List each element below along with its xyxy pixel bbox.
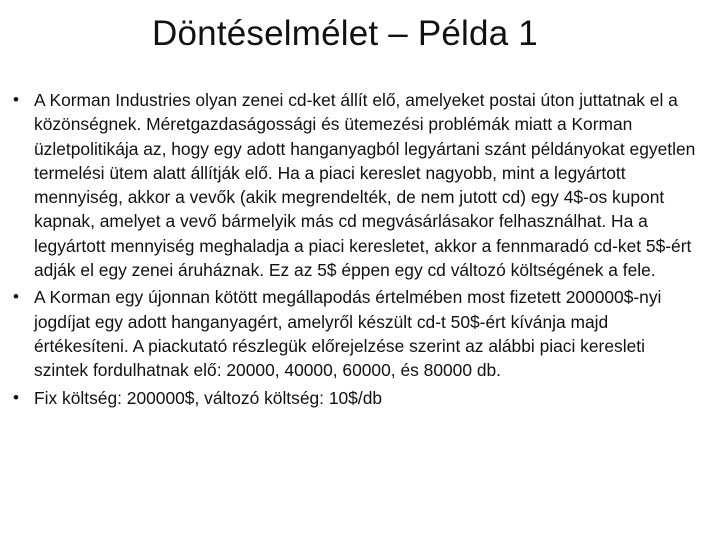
bullet-marker-icon: •: [13, 90, 19, 109]
bullet-text-1: A Korman Industries olyan zenei cd-ket állít elő, amelyeket postai úton juttatnak el a közönségnek. Méretgazdaságossági és ütemezési problémák miatt a Korman üzletpolitikája az, hogy egy adott hanganyagból legyártani szánt példányokat egyetlen termelési ütem alatt állítják elő. Ha a piaci kereslet nagyobb, mint a legyártott mennyiség, akkor a vevők (akik megrendelték, de nem jutott cd) egy 4$-os kupont kapnak, amelyet a vevő bármelyik más cd megvásárlásakor felhasználhat. Ha a legyártott mennyiség meghaladja a piaci keresletet, akkor a fennmaradó cd-ket 5$-ért adják el egy zenei áruháznak. Ez az 5$ éppen egy cd változó költségének a fele.: [34, 90, 696, 281]
bullet-item-2: [0, 285, 720, 382]
bullet-item-3: [0, 386, 720, 410]
bullet-marker-icon: •: [13, 287, 19, 307]
bullet-text-3: Fix költség: 200000$, változó költség: 10$/db: [34, 387, 383, 408]
bullet-item-1: [0, 88, 720, 282]
bullet-marker-icon: •: [13, 387, 19, 407]
bullet-text-2: A Korman egy újonnan kötött megállapodás értelmében most fizetett 200000$-nyi jogdíjat egy adott hanganyagért, amelyről készült cd-t 50$-ért kívánja majd értékesíteni. A piackutató részlegük előrejelzése szerint az alábbi piaci keresleti szintek fordulhatnak elő: 20000, 40000, 60000, és 80000 db.: [34, 287, 662, 381]
bullet-list: [0, 88, 720, 410]
slide-title: Döntéselmélet – Példa 1: [152, 14, 538, 53]
